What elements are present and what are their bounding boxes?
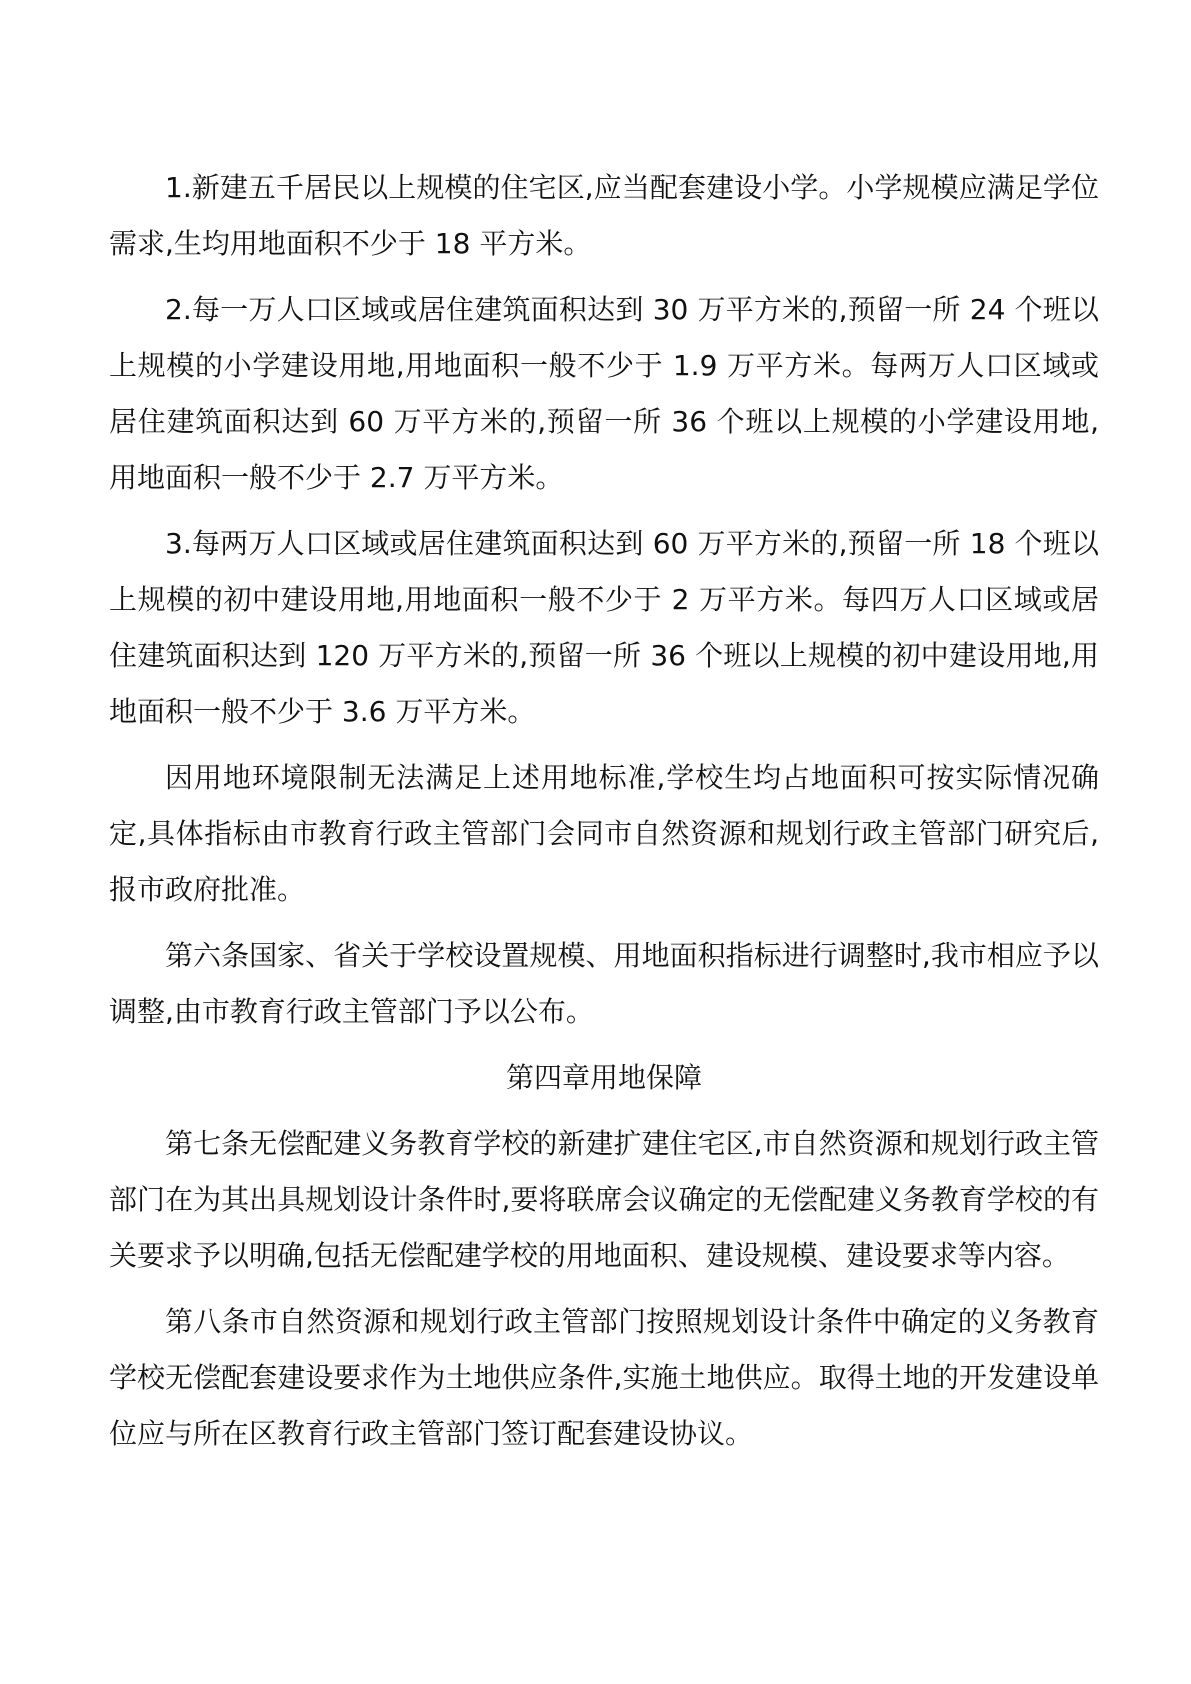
paragraph-item-3-middle-school-land: 3.每两万人口区域或居住建筑面积达到 60 万平方米的,预留一所 18 个班以上规模的初中建设用地,用地面积一般不少于 2 万平方米。每四万人口区域或居住建筑面积达到 120 万平方米的,预留一所 36 个班以上规模的初中建设用地,用地面积一般不少于 3.6 万平方米。 xyxy=(109,527,1099,728)
paragraph-article-7: 第七条无偿配建义务教育学校的新建扩建住宅区,市自然资源和规划行政主管部门在为其出具规划设计条件时,要将联席会议确定的无偿配建义务教育学校的有关要求予以明确,包括无偿配建学校的用地面积、建设规模、建设要求等内容。 xyxy=(109,1127,1099,1272)
paragraph-article-8: 第八条市自然资源和规划行政主管部门按照规划设计条件中确定的义务教育学校无偿配套建设要求作为土地供应条件,实施土地供应。取得土地的开发建设单位应与所在区教育行政主管部门签订配套建设协议。 xyxy=(109,1305,1099,1450)
paragraph-item-1-primary-school-scale: 1.新建五千居民以上规模的住宅区,应当配套建设小学。小学规模应满足学位需求,生均用地面积不少于 18 平方米。 xyxy=(109,171,1099,260)
paragraph-land-limit-exception: 因用地环境限制无法满足上述用地标准,学校生均占地面积可按实际情况确定,具体指标由市教育行政主管部门会同市自然资源和规划行政主管部门研究后,报市政府批准。 xyxy=(109,761,1099,906)
document-body xyxy=(109,160,1099,1472)
paragraph-article-6: 第六条国家、省关于学校设置规模、用地面积指标进行调整时,我市相应予以调整,由市教育行政主管部门予以公布。 xyxy=(109,939,1099,1028)
paragraph-item-2-primary-school-land: 2.每一万人口区域或居住建筑面积达到 30 万平方米的,预留一所 24 个班以上规模的小学建设用地,用地面积一般不少于 1.9 万平方米。每两万人口区域或居住建筑面积达到 60 万平方米的,预留一所 36 个班以上规模的小学建设用地,用地面积一般不少于 2.7 万平方米。 xyxy=(109,293,1099,494)
chapter-heading: 第四章用地保障 xyxy=(505,1061,702,1094)
